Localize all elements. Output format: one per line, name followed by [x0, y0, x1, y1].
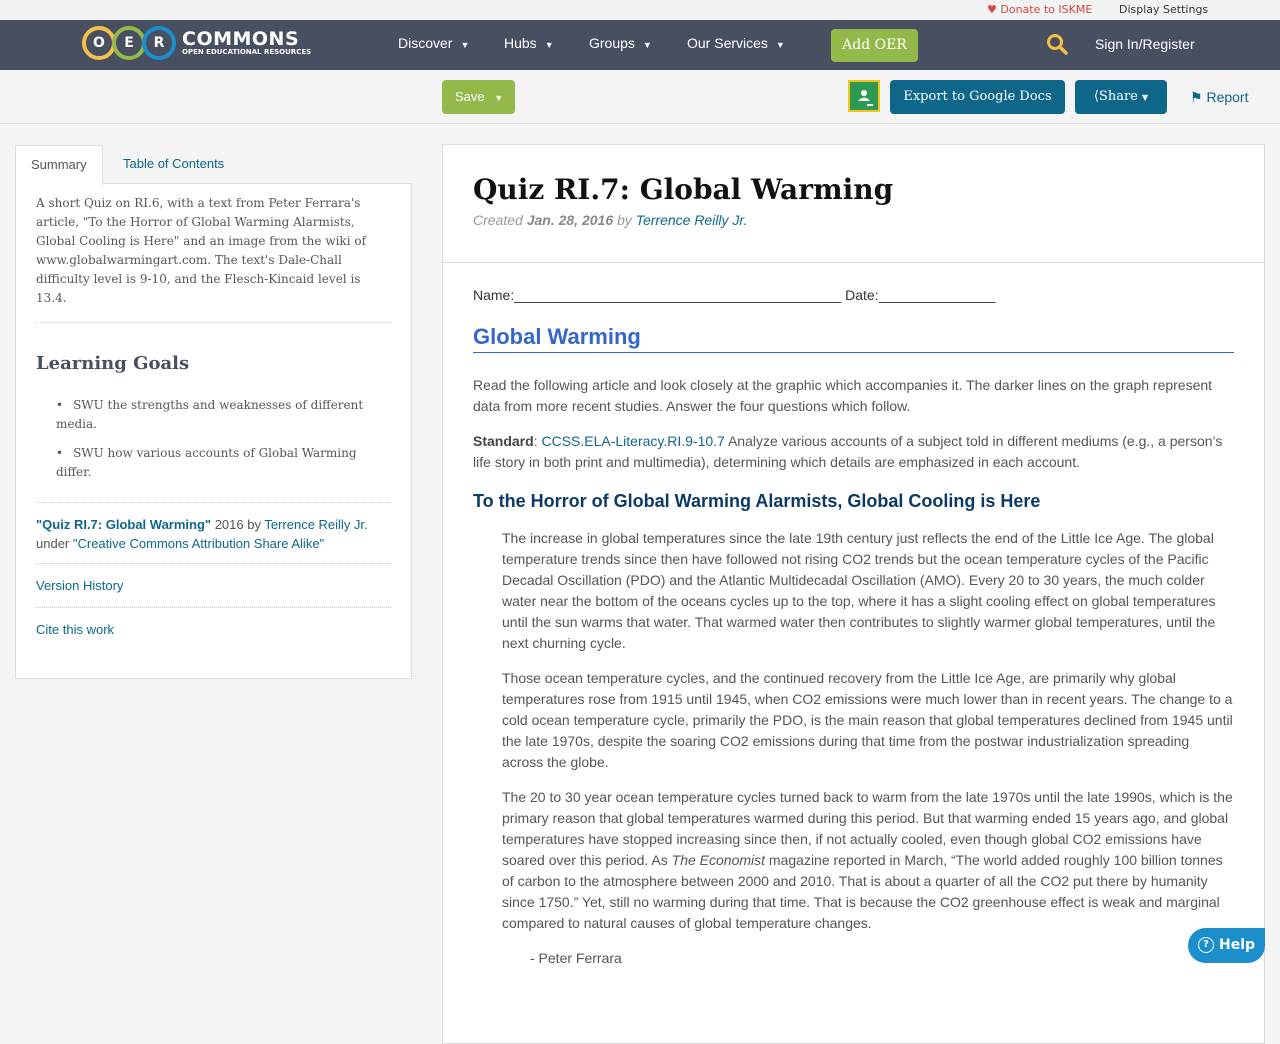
article-paragraph: The 20 to 30 year ocean temperature cycles turned back to warm from the late 1970s until the late 1990s, which is the primary reason that global temperatures warmed during this period. But that warming ended 15 years ago, and global temperatures have stopped increasing since then, if not actually cooled, even though global CO2 emissions have soared over this period. As The Economist magazine reported in March, “The world added roughly 100 billion tonnes of carbon to the atmosphere between 2000 and 2010. That is about a quarter of all the CO2 put there by humanity since 1750.” Yet, still no warming during that time. That is because the CO2 greenhouse effect is weak and marginal compared to natural causes of global temperature changes. — [502, 789, 1233, 931]
intro-text: Read the following article and look closely at the graphic which accompanies it. The darker lines on the graph represent data from more recent studies. Answer the four questions which follow. — [473, 377, 1213, 414]
sign-in-link[interactable]: Sign In/Register — [1095, 36, 1195, 52]
display-settings-link[interactable]: Display Settings — [1119, 3, 1209, 16]
summary-text: A short Quiz on RI.6, with a text from Peter Ferrara's article, "To the Horror of Global Warming Alarmists, Global Cooling is Here" and an image from the wiki of www.globalwarmingart.com. The text's Dale-Chall difficulty level is 9-10, and the Flesch-Kincaid level is 13.4. — [36, 194, 391, 323]
add-oer-button[interactable]: Add OER — [831, 29, 918, 62]
heart-icon: ♥ — [987, 3, 997, 16]
main-nav — [0, 20, 1280, 70]
share-icon: ⟨ — [1093, 89, 1099, 104]
nav-hubs[interactable]: Hubs ▼ — [504, 35, 554, 51]
logo-circle-e: E — [112, 26, 146, 60]
author-link[interactable]: Terrence Reilly Jr. — [635, 212, 748, 228]
summary-panel — [15, 183, 412, 679]
export-google-docs-button[interactable]: Export to Google Docs — [890, 80, 1065, 114]
article-paragraph: Those ocean temperature cycles, and the continued recovery from the Little Ice Age, are primarily why global temperatures rose from 1915 until 1945, when CO2 emissions were much lower than in recent years. The change to a cold ocean temperature cycle, primarily the PDO, is the main reason that global temperatures declined from 1945 until the late 1970s, despite the soaring CO2 emissions during that time from the postwar industrialization spreading across the globe. — [502, 670, 1233, 770]
resource-title-link[interactable]: "Quiz RI.7: Global Warming" — [36, 517, 212, 532]
search-icon[interactable] — [1046, 33, 1068, 59]
created-date: Jan. 28, 2016 — [526, 212, 614, 228]
nav-groups[interactable]: Groups ▼ — [589, 35, 652, 51]
cite-work-link[interactable]: Cite this work — [36, 622, 115, 637]
oer-commons-logo[interactable] — [82, 26, 311, 60]
page-title: Quiz RI.7: Global Warming — [473, 173, 894, 206]
resource-toolbar — [0, 70, 1280, 124]
logo-circle-o: O — [82, 26, 116, 60]
report-link[interactable]: ⚑ Report — [1190, 89, 1249, 105]
learning-goals-title: Learning Goals — [36, 353, 190, 374]
license-info: "Quiz RI.7: Global Warming" 2016 by Terrence Reilly Jr. under "Creative Commons Attribution Share Alike" — [36, 502, 391, 564]
logo-subtitle: OPEN EDUCATIONAL RESOURCES — [182, 48, 312, 56]
created-info: Created Jan. 28, 2016 by Terrence Reilly Jr. — [473, 212, 748, 228]
article-signature: - Peter Ferrara — [530, 950, 622, 966]
learning-goal: • SWU the strengths and weaknesses of different media. — [56, 396, 391, 434]
article-title: To the Horror of Global Warming Alarmists, Global Cooling is Here — [473, 491, 1041, 511]
google-classroom-button[interactable] — [848, 80, 880, 112]
author-link[interactable]: Terrence Reilly Jr. — [264, 517, 368, 532]
donate-link[interactable]: ♥ Donate to ISKME — [987, 3, 1093, 16]
chevron-down-icon: ▼ — [544, 40, 554, 50]
help-button[interactable]: ? Help — [1188, 928, 1265, 963]
article-paragraph: The increase in global temperatures since the late 19th century just reflects the end of the Little Ice Age. The global temperature trends since then have followed not rising CO2 trends but the ocean temperature cycles of the Pacific Decadal Oscillation (PDO) and the Atlantic Multidecadal Oscillation (AMO). Every 20 to 30 years, the much colder water near the bottom of the oceans cycles up to the top, where it has a slight cooling effect on global temperatures until the sun warms that water. That warmed water then contributes to slightly warmer global temperatures, until the next churning cycle. — [502, 530, 1216, 651]
save-button[interactable]: Save ▼ — [442, 80, 515, 114]
share-button[interactable]: ⟨Share ▼ — [1075, 80, 1167, 114]
logo-circle-r: R — [142, 26, 176, 60]
question-icon: ? — [1198, 937, 1214, 953]
caret-down-icon: ▼ — [494, 93, 504, 103]
learning-goal: • SWU how various accounts of Global Warming differ. — [56, 444, 391, 482]
chevron-down-icon: ▼ — [775, 40, 785, 50]
logo-title: COMMONS — [182, 28, 300, 50]
caret-down-icon: ▼ — [1142, 93, 1149, 102]
flag-icon: ⚑ — [1190, 89, 1203, 105]
standard-link[interactable]: CCSS.ELA-Literacy.RI.9-10.7 — [541, 433, 725, 449]
chevron-down-icon: ▼ — [642, 40, 652, 50]
chevron-down-icon: ▼ — [460, 40, 470, 50]
license-link[interactable]: "Creative Commons Attribution Share Alike" — [72, 536, 325, 551]
resource-content — [442, 144, 1265, 1044]
article-quote — [473, 528, 1234, 969]
learning-goals-list — [36, 396, 391, 482]
nav-discover[interactable]: Discover ▼ — [398, 35, 470, 51]
standard-text: Standard: CCSS.ELA-Literacy.RI.9-10.7 Analyze various accounts of a subject told in different mediums (e.g., a person’s life story in both print and multimedia), determining which details are emphasized in each account. — [473, 433, 1223, 470]
sidebar — [15, 145, 412, 679]
name-date-line: Name:__________________________________________ Date:_______________ — [473, 287, 996, 303]
tab-table-of-contents[interactable]: Table of Contents — [123, 156, 225, 171]
version-history-link[interactable]: Version History — [36, 564, 391, 608]
tab-summary[interactable]: Summary — [15, 145, 103, 185]
utility-bar — [0, 0, 1280, 20]
section-heading: Global Warming — [473, 322, 1234, 353]
nav-our-services[interactable]: Our Services ▼ — [687, 35, 785, 51]
